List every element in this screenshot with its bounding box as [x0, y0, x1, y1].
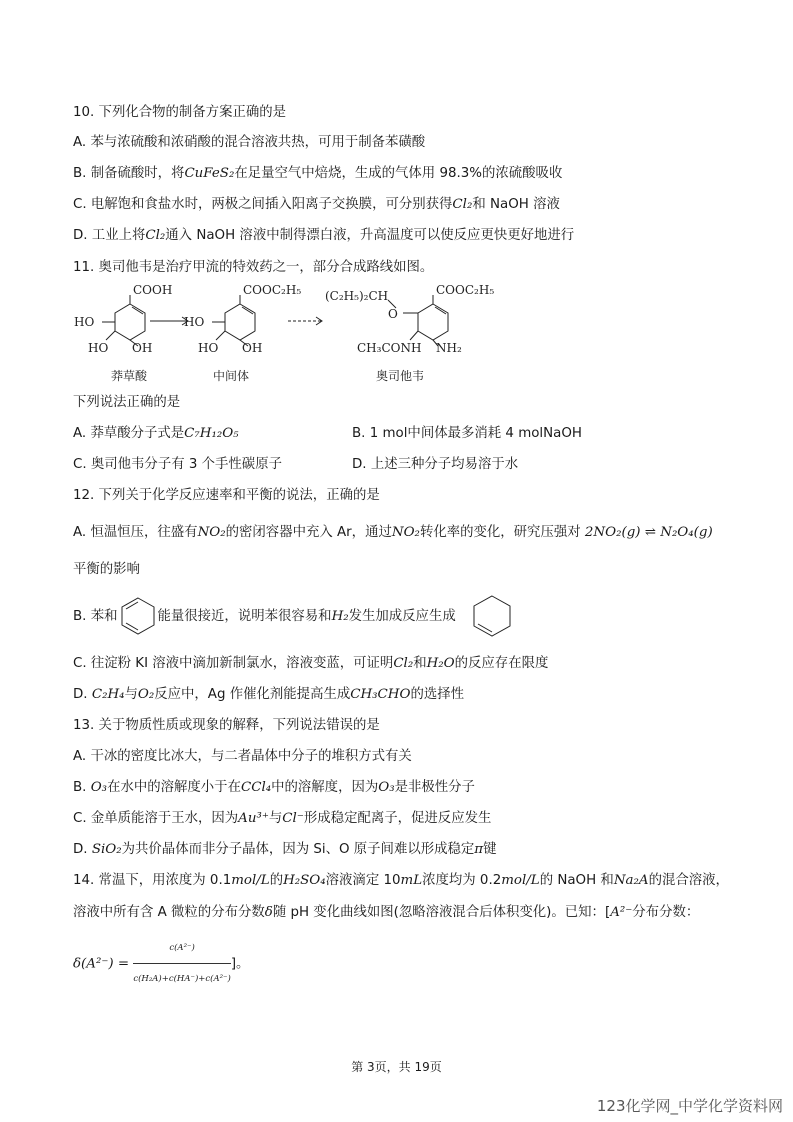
- q13-option-d: D. SiO₂为共价晶体而非分子晶体，因为 Si、O 原子间难以形成稳定π键: [73, 842, 497, 857]
- mol2-name: 中间体: [213, 369, 250, 383]
- cyclohexene-structure: [470, 594, 514, 638]
- q12-option-a: A. 恒温恒压，往盛有NO₂的密闭容器中充入 Ar，通过NO₂转化率的变化，研究压强对 2NO₂(g) ⇌ N₂O₄(g): [73, 525, 713, 540]
- q10-option-b: B. 制备硫酸时，将CuFeS₂在足量空气中焙烧，生成的气体用 98.3%的浓硫酸吸收: [73, 166, 563, 181]
- mol3-oxygen: O: [388, 307, 398, 321]
- q10-option-d: D. 工业上将Cl₂通入 NaOH 溶液中制得漂白液，升高温度可以使反应更快更好地进行: [73, 228, 575, 243]
- q10-option-c: C. 电解饱和食盐水时，两极之间插入阳离子交换膜，可分别获得Cl₂和 NaOH 溶液: [73, 197, 560, 212]
- q11-option-c: C. 奥司他韦分子有 3 个手性碳原子: [73, 457, 282, 472]
- page-footer: 第 3页，共 19页: [351, 1060, 442, 1074]
- mol3-amine: NH₂: [436, 341, 462, 355]
- q12-stem: 12. 下列关于化学反应速率和平衡的说法，正确的是: [73, 488, 380, 503]
- q12-option-a-tail: 平衡的影响: [73, 562, 140, 577]
- q11-option-a: A. 莽草酸分子式是C₇H₁₂O₅: [73, 426, 239, 441]
- q11-option-d: D. 上述三种分子均易溶于水: [352, 457, 519, 472]
- q11-prompt: 下列说法正确的是: [73, 395, 181, 410]
- mol3-acetamido: CH₃CONH: [357, 341, 422, 355]
- q10-option-a: A. 苯与浓硫酸和浓硝酸的混合溶液共热，可用于制备苯磺酸: [73, 135, 426, 150]
- mol2-ho2: HO: [198, 341, 219, 355]
- mol3-ring: [418, 304, 448, 340]
- mol2-ring: [225, 304, 255, 340]
- q11-stem: 11. 奥司他韦是治疗甲流的特效药之一，部分合成路线如图。: [73, 260, 434, 275]
- mol1-name: 莽草酸: [111, 369, 148, 383]
- mol3-ether-group: (C₂H₅)₂CH: [325, 289, 389, 303]
- formula-fraction: $\frac{\text{c(A²⁻)}}{\text{c(H₂A)+c(HA⁻)+c(A²⁻)}}$: [133, 934, 230, 993]
- mol1-oh: OH: [132, 341, 153, 355]
- mol3-name: 奥司他韦: [376, 369, 425, 383]
- q10-stem: 10. 下列化合物的制备方案正确的是: [73, 105, 287, 120]
- q11-option-b: B. 1 mol中间体最多消耗 4 molNaOH: [352, 426, 582, 441]
- q12-option-c: C. 往淀粉 KI 溶液中滴加新制氯水，溶液变蓝，可证明Cl₂和H₂O的反应存在限度: [73, 656, 549, 671]
- q13-option-c: C. 金单质能溶于王水，因为Au³⁺与Cl⁻形成稳定配离子，促进反应发生: [73, 811, 492, 826]
- watermark: 123化学网_中学化学资料网: [596, 1097, 783, 1115]
- q12-option-b: B. 苯和 能量很接近，说明苯很容易和H₂发生加成反应生成: [73, 609, 456, 624]
- mol1-cooh: COOH: [133, 283, 173, 297]
- q13-stem: 13. 关于物质性质或现象的解释，下列说法错误的是: [73, 718, 380, 733]
- formula-lhs: δ(A²⁻) =: [73, 956, 130, 972]
- mol1-ring: [115, 304, 145, 340]
- cyclohexadiene-structure: [118, 596, 158, 636]
- q14-line2: 溶液中所有含 A 微粒的分布分数δ随 pH 变化曲线如图(忽略溶液混合后体积变化)。已知：[A²⁻分布分数：: [73, 905, 700, 920]
- mol2-ester: COOC₂H₅: [243, 283, 302, 297]
- mol2-ho: HO: [184, 315, 205, 329]
- q13-option-b: B. O₃在水中的溶解度小于在CCl₄中的溶解度，因为O₃是非极性分子: [73, 780, 475, 795]
- q13-option-a: A. 干冰的密度比冰大，与二者晶体中分子的堆积方式有关: [73, 749, 412, 764]
- q12-option-d: D. C₂H₄与O₂反应中，Ag 作催化剂能提高生成CH₃CHO的选择性: [73, 687, 465, 702]
- mol1-ho: HO: [74, 315, 95, 329]
- mol1-ho2: HO: [88, 341, 109, 355]
- mol2-oh: OH: [242, 341, 263, 355]
- q14-delta-formula: δ(A²⁻) = $\frac{\text{c(A²⁻)}}{\text{c(H₂A)+c(HA⁻)+c(A²⁻)}}$ ]。: [73, 934, 249, 993]
- mol3-ester: COOC₂H₅: [436, 283, 495, 297]
- q14-line1: 14. 常温下，用浓度为 0.1mol/L的H₂SO₄溶液滴定 10mL浓度均为 0.2mol/L的 NaOH 和Na₂A的混合溶液，: [73, 873, 729, 888]
- q11-synthesis-scheme: [70, 282, 530, 392]
